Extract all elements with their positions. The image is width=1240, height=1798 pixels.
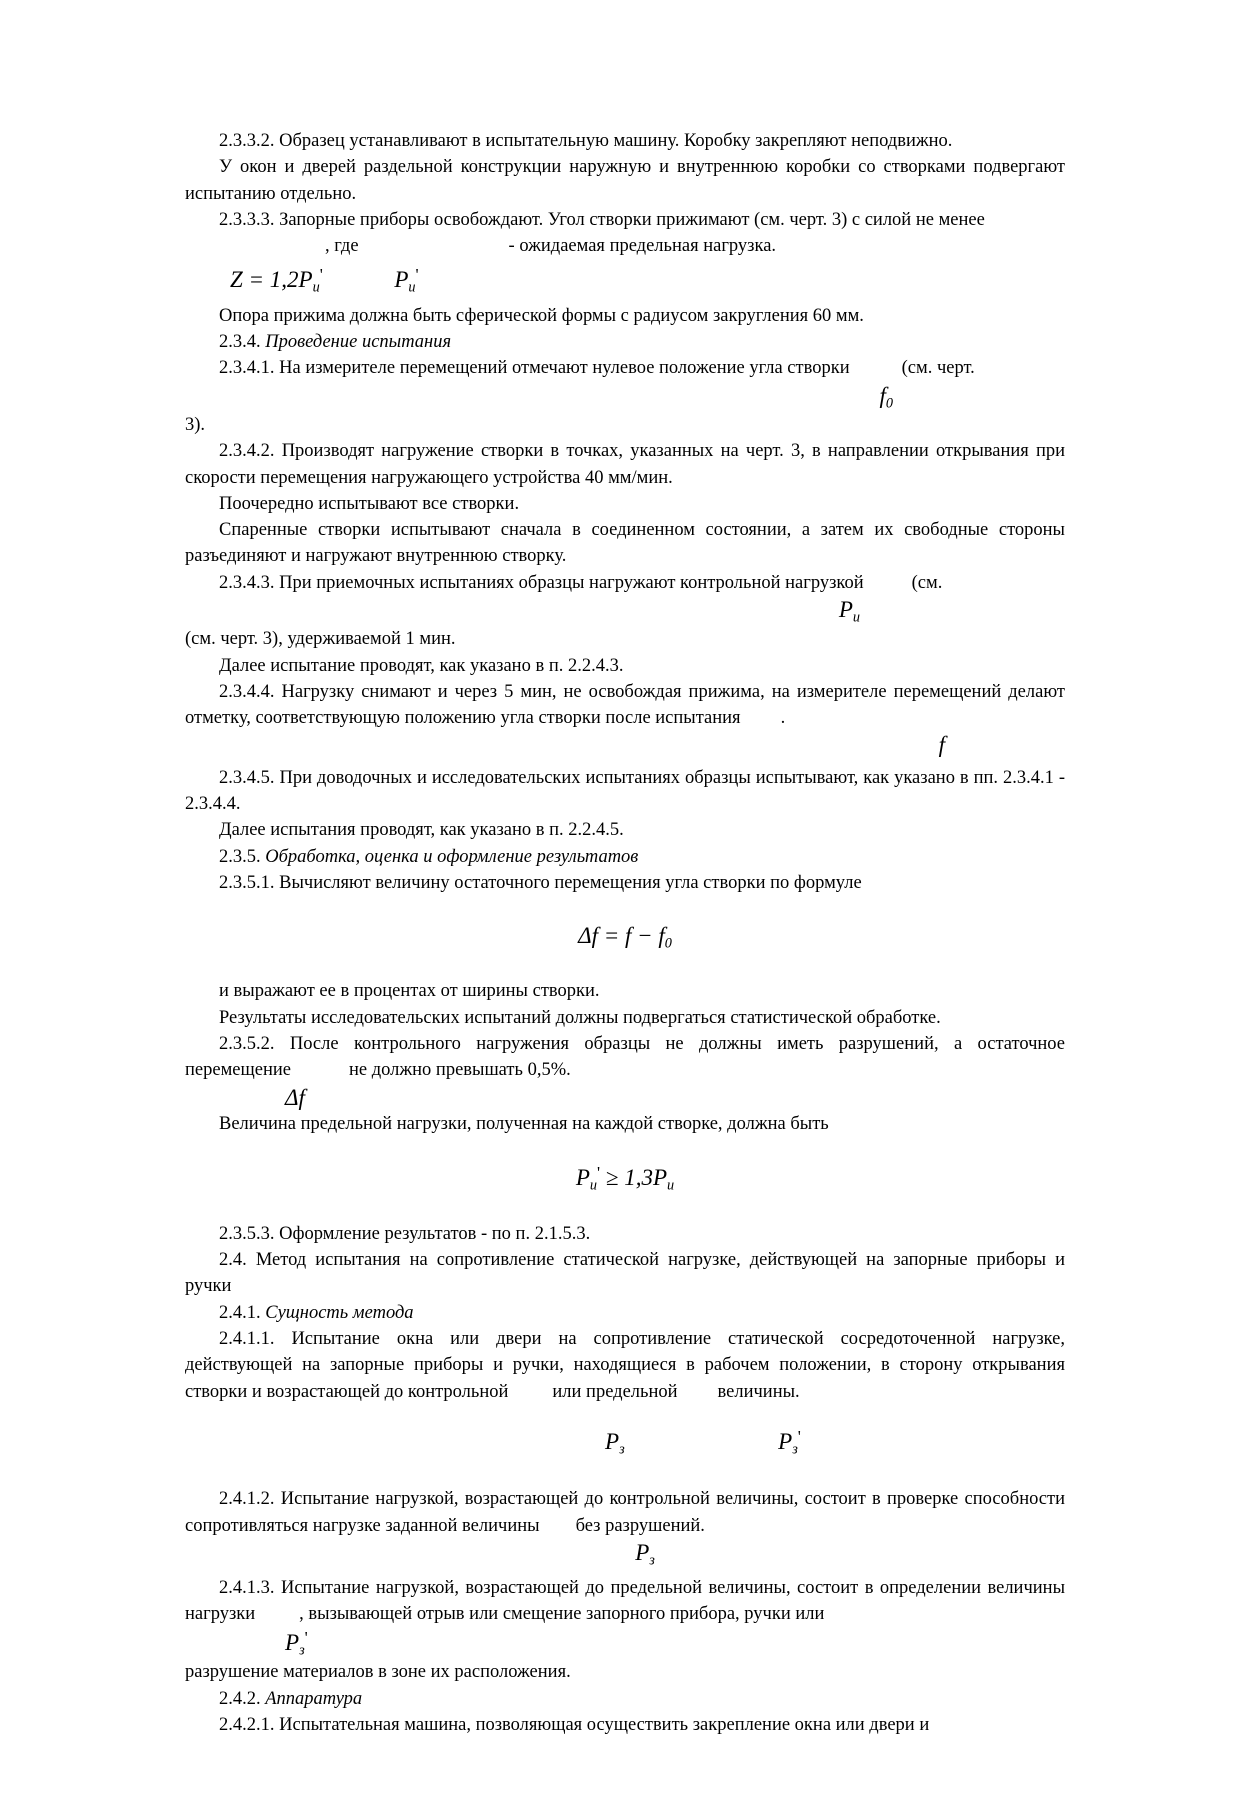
symbols-p-z-line [185,1427,1065,1459]
paragraph-limit-load-value: Величина предельной нагрузки, полученная на каждой створке, должна быть [219,1114,829,1135]
symbol-f-zero-line [185,382,1065,412]
formula-z-load [185,265,1065,297]
symbol-delta-f: Δf [285,1084,305,1110]
symbol-f: f [938,732,945,758]
symbol-p-z-prime: $P_з'$ [778,1426,801,1458]
symbol-f-line [185,731,1065,759]
paragraph-support-radius: Опора прижима должна быть сферической формы с радиусом закругления 60 мм. [219,305,864,326]
symbol-p-z: $P_з$ [605,1429,625,1458]
clause-number-2-4-1: 2.4.1. [219,1302,266,1323]
paragraph-2-3-4-3: 2.3.4.3. При приемочных испытаниях образцы нагружают контрольной нагрузкой (см. [219,572,943,593]
formula-limit-inequality-expression: $P_и' \ge 1,3P_и$ [575,1163,675,1194]
paragraph-further-test-2-2-4-3: Далее испытание проводят, как указано в п. 2.2.4.3. [219,655,624,676]
formula-z-expression: $Z = 1,2P_и'$ [230,265,323,296]
clause-title-2-3-4: Проведение испытания [265,332,452,353]
paragraph-separate-frames: У окон и дверей раздельной конструкции наружную и внутреннюю коробки со створками подвергают испытанию отдельно. [185,157,1065,204]
paragraph-statistical-processing: Результаты исследовательских испытаний должны подвергаться статистической обработке. [219,1007,941,1028]
clause-number-2-4-2: 2.4.2. [219,1688,266,1709]
paragraph-2-3-4-5: 2.3.4.5. При доводочных и исследовательских испытаниях образцы испытывают, как указано в пп. 2.3.4.1 - 2.3.4.4. [185,767,1065,815]
paragraph-2-3-3-3 [185,207,1065,233]
paragraph-2-3-4-1: 2.3.4.1. На измерителе перемещений отмечают нулевое положение угла створки (см. черт. [219,358,975,379]
paragraph-2-3-3-2: 2.3.3.2. Образец устанавливают в испытательную машину. Коробку закрепляют неподвижно. [219,131,953,151]
paragraph-2-4-2 [185,1686,1065,1712]
paragraph-2-4-2-1: 2.4.2.1. Испытательная машина, позволяющая осуществить закрепление окна или двери и [219,1714,930,1735]
paragraph-paired-sashes: Спаренные створки испытывают сначала в соединенном состоянии, а затем их свободные стороны разъединяют и нагружают внутреннюю створку. [185,520,1065,567]
paragraph-2-4-1-3: 2.4.1.3. Испытание нагрузкой, возрастающей до предельной величины, состоит в определении величины нагрузки , вызывающей отрыв или смещение запорного прибора, ручки или [185,1578,1065,1625]
formula-delta-f-expression: $\Delta f = f - f_0$ [578,923,672,952]
paragraph-2-3-4-1-cont: 3). [185,415,206,435]
where-text: , где [325,236,359,257]
paragraph-test-all-sashes: Поочередно испытывают все створки. [219,493,520,514]
paragraph-2-3-4 [185,329,1065,355]
symbol-p-u: $P_и$ [838,596,860,626]
clause-number-2-3-5: 2.3.5. [219,846,266,867]
paragraph-2-4-1-2: 2.4.1.2. Испытание нагрузкой, возрастающей до контрольной величины, состоит в проверке способности сопротивляться нагрузке заданной величины без разрушений. [185,1489,1065,1536]
clause-title-2-3-5: Обработка, оценка и оформление результатов [265,846,639,867]
clause-number-2-3-4: 2.3.4. [219,332,266,353]
symbol-p-u-line [185,596,1065,626]
clause-title-2-4-2: Аппаратура [265,1688,363,1709]
symbol-f-zero: $f_0$ [879,382,893,411]
symbol-p-z-prime-line-2 [185,1628,1065,1660]
paragraph-2-4-1-1: 2.4.1.1. Испытание окна или двери на сопротивление статической сосредоточенной нагрузке, действующей на запорные приборы и ручки, находящиеся в рабочем положении, в сторону открывания створки и возрастающей до контрольной или предельной величины. [185,1328,1065,1402]
paragraph-2-4: 2.4. Метод испытания на сопротивление статической нагрузке, действующей на запорные приборы и ручки [185,1250,1065,1297]
formula-delta-f [185,922,1065,952]
paragraph-percent-width: и выражают ее в процентах от ширины створки. [219,981,600,1002]
expected-load-text: - ожидаемая предельная нагрузка. [508,236,777,257]
clause-title-2-4-1: Сущность метода [265,1302,414,1323]
paragraph-2-3-4-3-cont: (см. черт. 3), удерживаемой 1 мин. [185,629,456,650]
paragraph-2-3-5 [185,844,1065,870]
paragraph-2-3-5-1: 2.3.5.1. Вычисляют величину остаточного перемещения угла створки по формуле [219,872,862,893]
paragraph-further-test-2-2-4-5: Далее испытания проводят, как указано в п. 2.2.4.5. [219,820,624,841]
paragraph-2-3-3-3-text: 2.3.3.3. Запорные приборы освобождают. Угол створки прижимают (см. черт. 3) с силой не менее [219,209,985,230]
symbol-p-z-line-2 [185,1539,1065,1569]
paragraph-2-3-4-2: 2.3.4.2. Производят нагружение створки в точках, указанных на черт. 3, в направлении открывания при скорости перемещения нагружающего устройства 40 мм/мин. [185,441,1065,488]
formula-p-prime-u: $P_и'$ [394,265,419,296]
paragraph-2-3-4-4: 2.3.4.4. Нагрузку снимают и через 5 мин, не освобождая прижима, на измерителе перемещений делают отметку, соответствующую положению угла створки после испытания . [185,681,1065,729]
symbol-p-z-2: $P_з$ [635,1539,655,1569]
paragraph-2-4-1 [185,1300,1065,1326]
paragraph-2-3-5-2: 2.3.5.2. После контрольного нагружения образцы не должны иметь разрушений, а остаточное перемещение не должно превышать 0,5%. [185,1034,1065,1081]
symbol-delta-f-line [185,1084,1065,1112]
paragraph-2-3-3-3-cont [185,233,1065,259]
formula-limit-inequality [185,1163,1065,1195]
paragraph-2-4-1-3-cont: разрушение материалов в зоне их расположения. [185,1662,571,1683]
paragraph-2-3-5-3: 2.3.5.3. Оформление результатов - по п. 2.1.5.3. [219,1223,591,1244]
symbol-p-z-prime-2: $P_з'$ [285,1627,308,1659]
